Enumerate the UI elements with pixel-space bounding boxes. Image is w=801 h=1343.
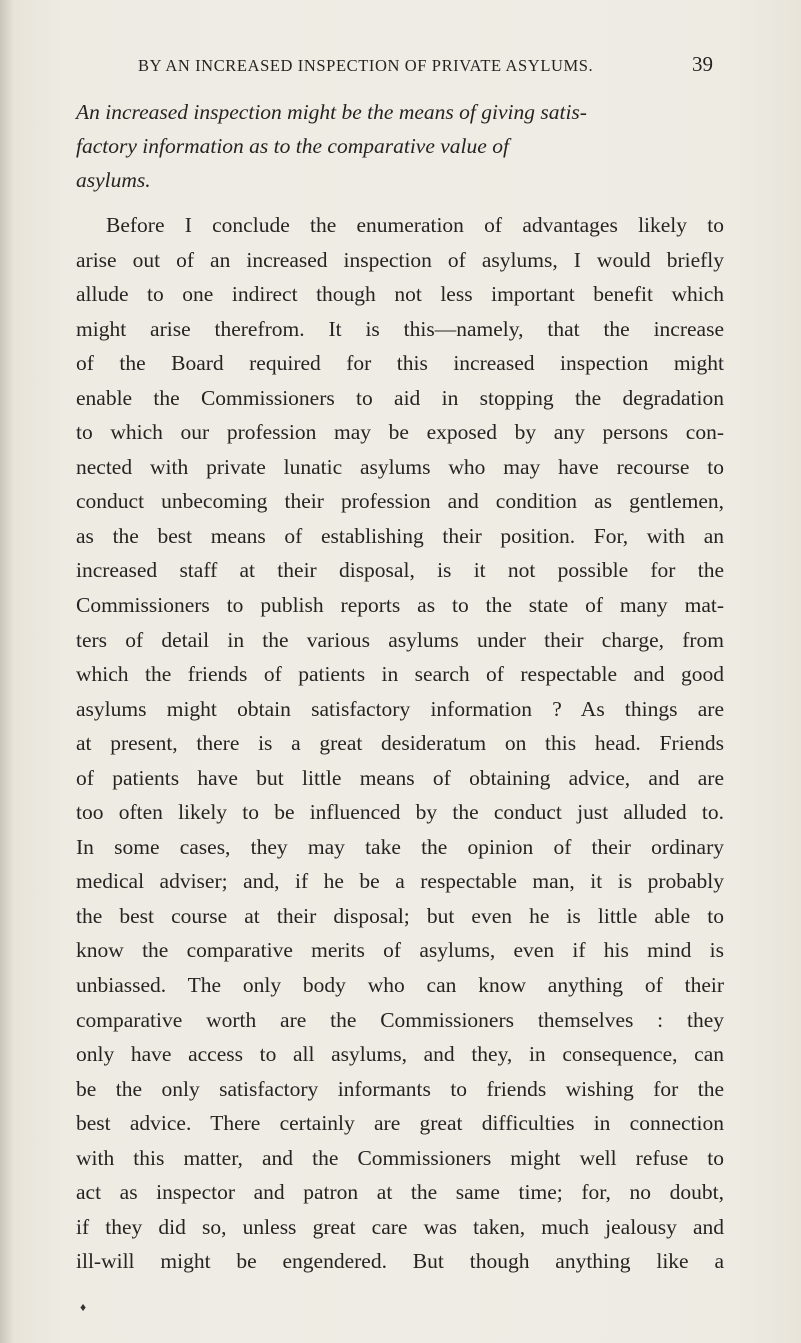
body-line: arise out of an increased inspection of asylums, I would briefly xyxy=(76,247,724,272)
body-line: might arise therefrom. It is this—namely, that the increase xyxy=(76,316,724,341)
body-line: enable the Commissioners to aid in stopping the degradation xyxy=(76,385,724,410)
body-line: to which our profession may be exposed by any persons con- xyxy=(76,420,724,445)
body-line: too often likely to be influenced by the conduct just alluded to. xyxy=(76,800,724,825)
body-line: nected with private lunatic asylums who may have recourse to xyxy=(76,454,724,479)
spine-shadow xyxy=(0,0,14,1343)
body-line: allude to one indirect though not less important benefit which xyxy=(76,282,724,307)
body-line: asylums might obtain satisfactory information ? As things are xyxy=(76,696,724,721)
body-line: ters of detail in the various asylums under their charge, from xyxy=(76,627,724,652)
sidenote-line: asylums. xyxy=(76,168,151,192)
body-paragraph xyxy=(76,208,724,1279)
body-line: Commissioners to publish reports as to the state of many mat- xyxy=(76,593,724,618)
body-line: with this matter, and the Commissioners might well refuse to xyxy=(76,1145,724,1170)
body-line: best advice. There certainly are great difficulties in connection xyxy=(76,1111,724,1136)
body-line: at present, there is a great desideratum on this head. Friends xyxy=(76,731,724,756)
body-line: medical adviser; and, if he be a respectable man, it is probably xyxy=(76,869,724,894)
body-line: ill-will might be engendered. But though anything like a xyxy=(76,1249,724,1274)
body-line: conduct unbecoming their profession and condition as gentlemen, xyxy=(76,489,724,514)
body-line: act as inspector and patron at the same time; for, no doubt, xyxy=(76,1180,724,1205)
body-line: In some cases, they may take the opinion of their ordinary xyxy=(76,834,724,859)
sidenote-line: factory information as to the comparative value of xyxy=(76,134,509,158)
body-line: unbiassed. The only body who can know anything of their xyxy=(76,973,724,998)
body-line: increased staff at their disposal, is it not possible for the xyxy=(76,558,724,583)
body-line: if they did so, unless great care was taken, much jealousy and xyxy=(76,1214,724,1239)
page-number: 39 xyxy=(692,52,713,76)
italic-sidenote xyxy=(76,95,724,197)
body-line: of the Board required for this increased inspection might xyxy=(76,351,724,376)
sidenote-line: An increased inspection might be the means of giving satis- xyxy=(76,100,587,124)
body-line: only have access to all asylums, and they, in consequence, can xyxy=(76,1042,724,1067)
body-line: know the comparative merits of asylums, even if his mind is xyxy=(76,938,724,963)
body-line: the best course at their disposal; but even he is little able to xyxy=(76,903,724,928)
body-line: as the best means of establishing their position. For, with an xyxy=(76,523,724,548)
body-line: be the only satisfactory informants to friends wishing for the xyxy=(76,1076,724,1101)
printer-mark: ♦ xyxy=(80,1300,87,1314)
running-head: BY AN INCREASED INSPECTION OF PRIVATE ASYLUMS. xyxy=(138,56,594,75)
body-line: Before I conclude the enumeration of advantages likely to xyxy=(106,213,724,237)
body-line: of patients have but little means of obtaining advice, and are xyxy=(76,765,724,790)
body-line: which the friends of patients in search of respectable and good xyxy=(76,662,724,687)
body-line: comparative worth are the Commissioners themselves : they xyxy=(76,1007,724,1032)
